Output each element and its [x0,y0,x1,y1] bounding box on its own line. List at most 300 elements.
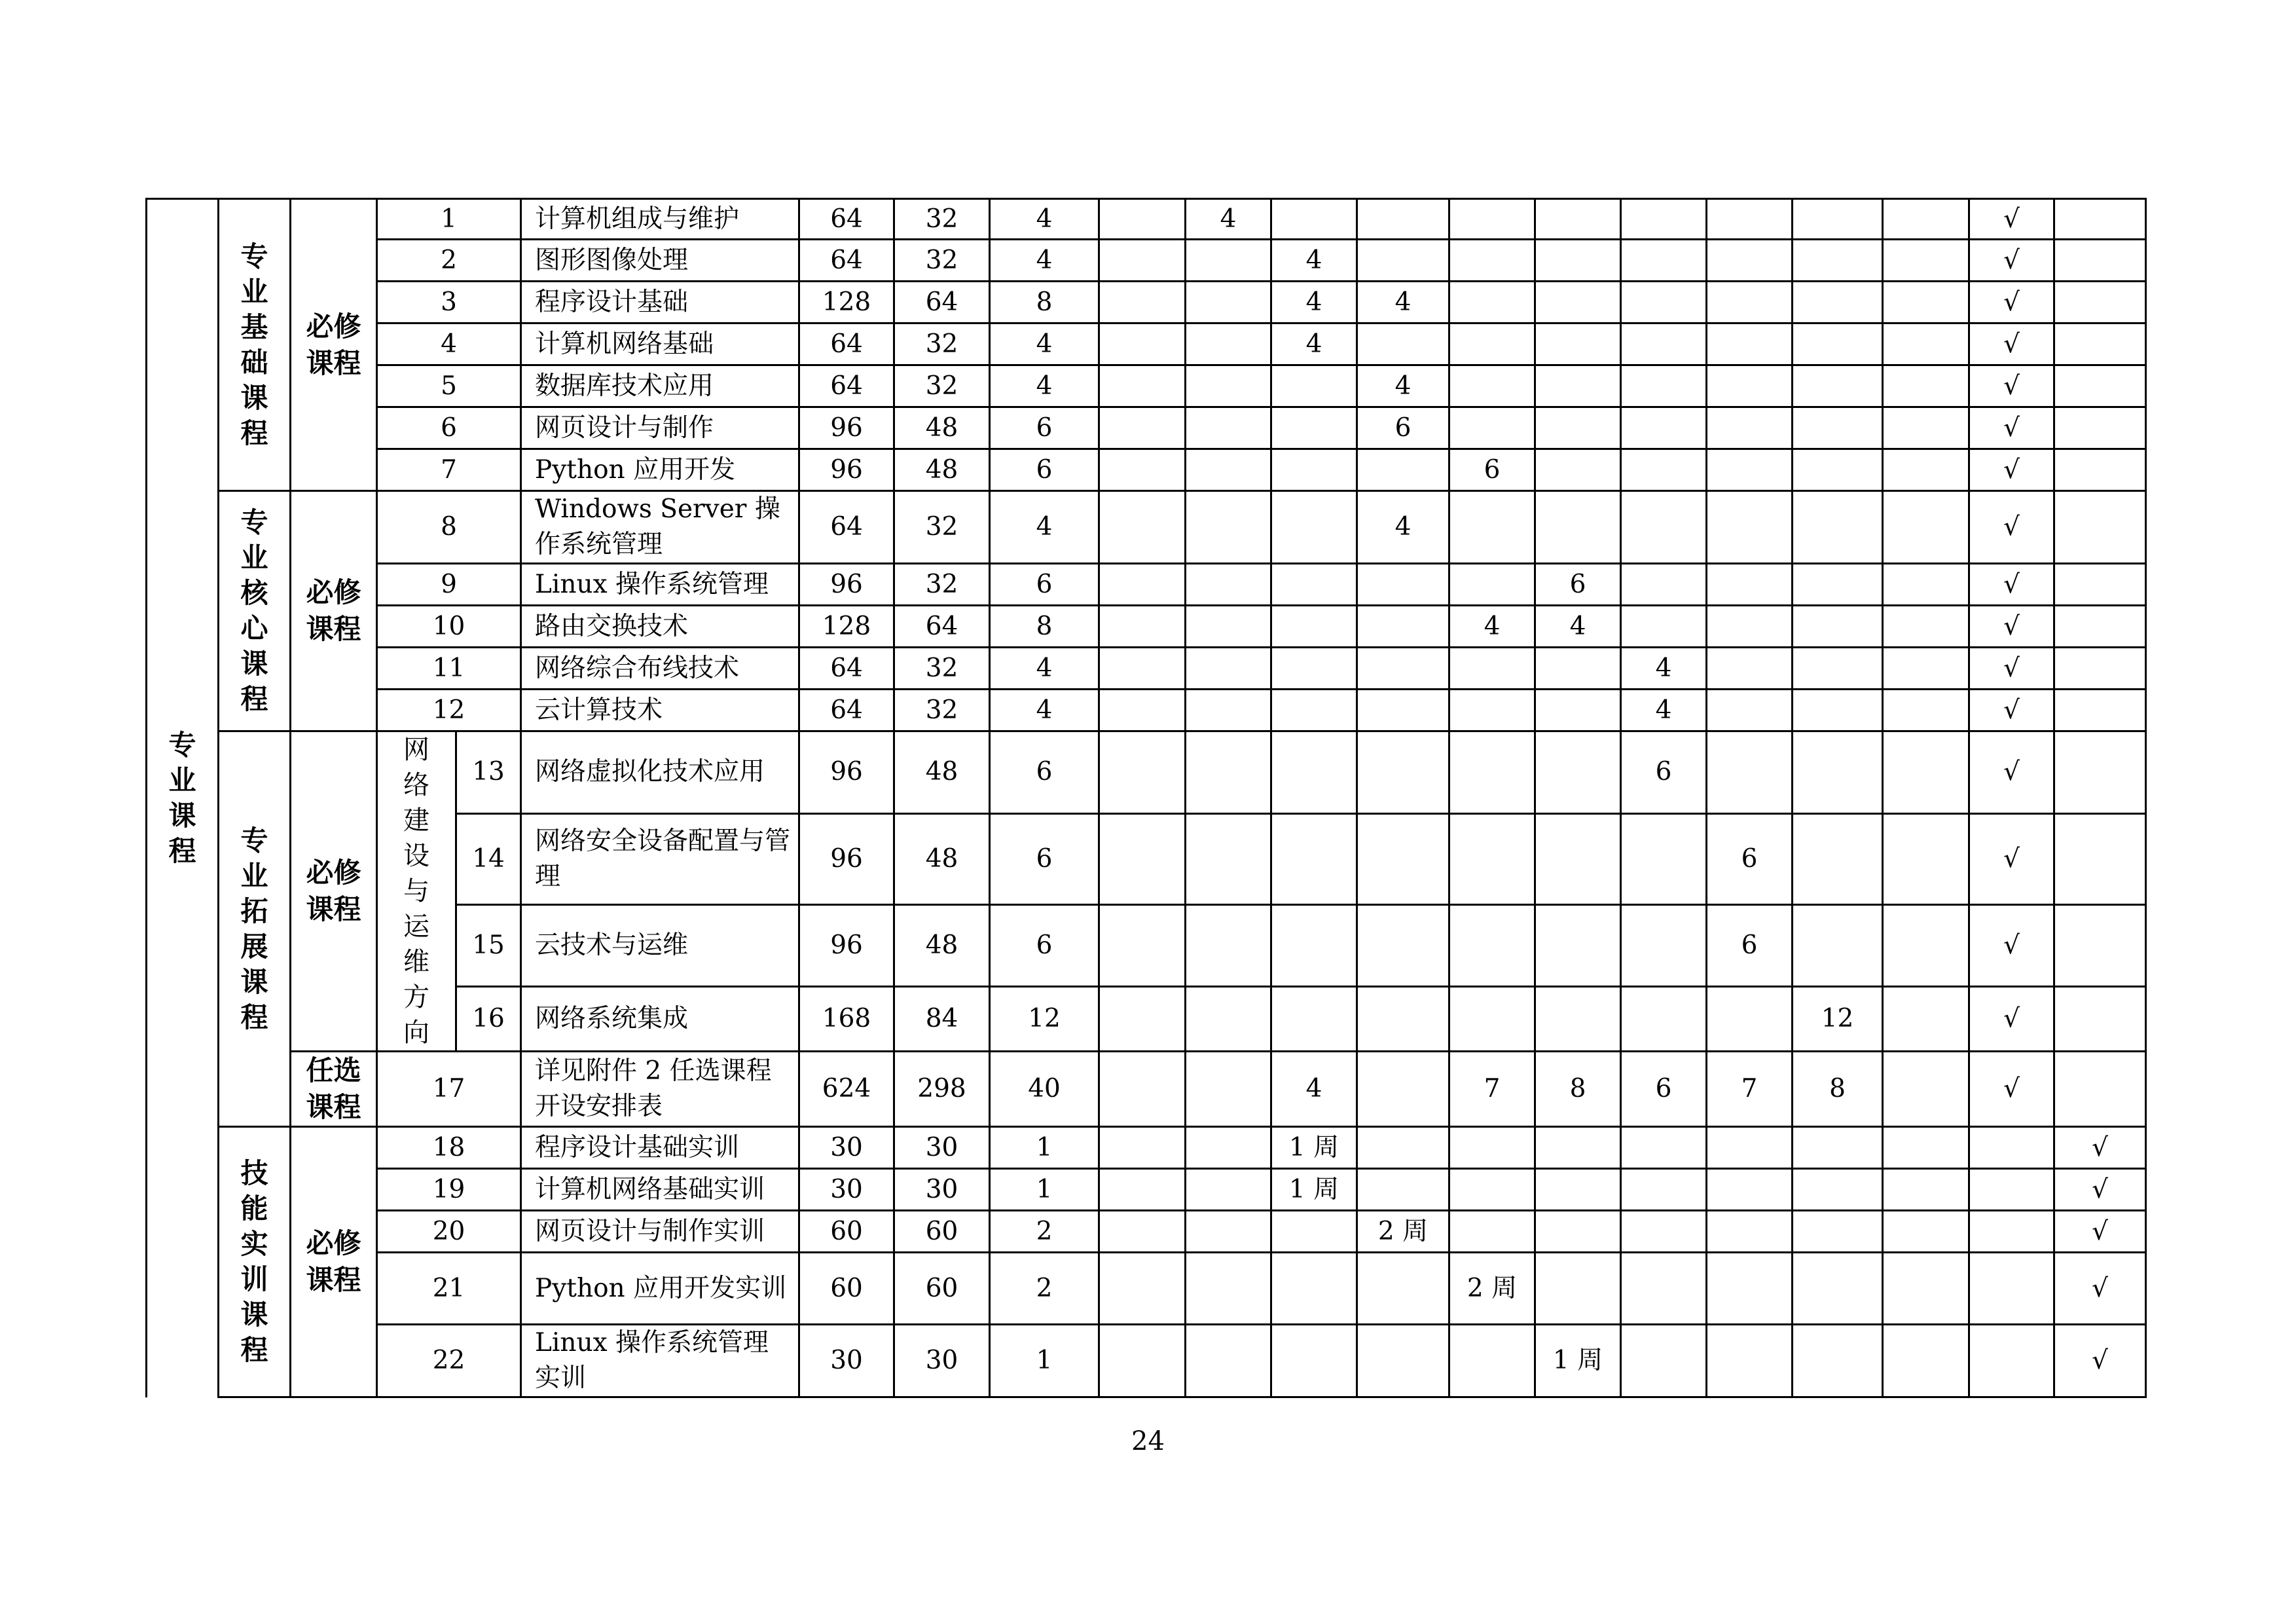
course-schedule-table [145,198,2147,1398]
semester-6-cell [1535,1253,1621,1325]
semester-6-cell [1535,199,1621,240]
practice-hours: 48 [894,449,990,491]
semester-7-cell [1621,240,1707,282]
category-extension-courses [219,731,291,1127]
course-name: 网络安全设备配置与管理 [521,813,799,904]
semester-5-cell [1449,1211,1535,1253]
semester-6-cell [1535,904,1621,987]
semester-10-cell [1883,282,1969,323]
total-hours: 96 [799,407,894,449]
course-number: 22 [377,1325,521,1397]
assessment-exam-mark: √ [1969,813,2054,904]
credits: 4 [990,690,1099,731]
total-hours: 30 [799,1325,894,1397]
course-name: Windows Server 操作系统管理 [521,491,799,564]
table-row [147,323,2146,365]
semester-5-cell [1449,282,1535,323]
course-number: 19 [377,1169,521,1211]
semester-3-cell: 4 [1271,240,1357,282]
practice-hours: 84 [894,987,990,1052]
semester-10-cell [1883,1211,1969,1253]
semester-4-cell [1357,199,1449,240]
semester-8-cell [1707,731,1793,814]
category-skills-training [219,1127,291,1397]
semester-5-cell [1449,1169,1535,1211]
semester-9-cell [1793,690,1883,731]
assessment-check-mark [2054,282,2146,323]
credits: 6 [990,813,1099,904]
semester-6-cell [1535,449,1621,491]
table-row [147,282,2146,323]
semester-7-cell [1621,407,1707,449]
semester-6-cell: 1 周 [1535,1325,1621,1397]
semester-1-cell [1099,1211,1186,1253]
semester-9-cell [1793,491,1883,564]
semester-4-cell [1357,606,1449,648]
course-number: 4 [377,323,521,365]
total-hours: 96 [799,904,894,987]
semester-8-cell [1707,491,1793,564]
assessment-check-mark: √ [2054,1211,2146,1253]
practice-hours: 60 [894,1253,990,1325]
semester-2-cell [1186,240,1271,282]
semester-5-cell [1449,365,1535,407]
semester-4-cell [1357,1325,1449,1397]
semester-9-cell [1793,282,1883,323]
semester-3-cell [1271,1325,1357,1397]
semester-1-cell [1099,282,1186,323]
required-label-training [291,1127,377,1397]
assessment-exam-mark: √ [1969,731,2054,814]
semester-8-cell: 6 [1707,813,1793,904]
semester-9-cell [1793,813,1883,904]
total-hours: 64 [799,365,894,407]
semester-5-cell [1449,199,1535,240]
semester-2-cell [1186,282,1271,323]
total-hours: 128 [799,606,894,648]
assessment-exam-mark: √ [1969,491,2054,564]
semester-3-cell [1271,491,1357,564]
course-number: 17 [377,1052,521,1127]
semester-1-cell [1099,491,1186,564]
direction-network-construction [377,731,456,1052]
assessment-exam-mark: √ [1969,1052,2054,1127]
semester-7-cell [1621,1211,1707,1253]
practice-hours: 32 [894,365,990,407]
semester-7-cell [1621,564,1707,606]
semester-3-cell [1271,199,1357,240]
assessment-exam-mark: √ [1969,365,2054,407]
total-hours: 96 [799,449,894,491]
semester-10-cell [1883,731,1969,814]
semester-8-cell [1707,323,1793,365]
assessment-check-mark: √ [2054,1253,2146,1325]
semester-6-cell [1535,282,1621,323]
credits: 1 [990,1127,1099,1169]
practice-hours: 32 [894,240,990,282]
category-core-courses [219,491,291,731]
semester-10-cell [1883,240,1969,282]
total-hours: 64 [799,491,894,564]
semester-1-cell [1099,323,1186,365]
table-row [147,491,2146,564]
assessment-check-mark [2054,491,2146,564]
semester-5-cell: 2 周 [1449,1253,1535,1325]
semester-5-cell [1449,1127,1535,1169]
semester-1-cell [1099,240,1186,282]
practice-hours: 32 [894,564,990,606]
semester-7-cell [1621,365,1707,407]
credits: 4 [990,491,1099,564]
course-number: 12 [377,690,521,731]
assessment-check-mark [2054,904,2146,987]
category-foundation-courses [219,199,291,491]
course-name: 程序设计基础 [521,282,799,323]
semester-6-cell [1535,987,1621,1052]
practice-hours: 60 [894,1211,990,1253]
required-label-core-text: 必修课程 [306,576,361,645]
assessment-exam-mark [1969,1127,2054,1169]
assessment-check-mark [2054,731,2146,814]
semester-10-cell [1883,1169,1969,1211]
course-name: 路由交换技术 [521,606,799,648]
credits: 6 [990,731,1099,814]
course-name: 数据库技术应用 [521,365,799,407]
semester-4-cell [1357,1169,1449,1211]
semester-5-cell [1449,564,1535,606]
semester-2-cell [1186,1253,1271,1325]
course-name: Python 应用开发 [521,449,799,491]
assessment-exam-mark: √ [1969,199,2054,240]
semester-9-cell [1793,449,1883,491]
total-hours: 64 [799,648,894,690]
semester-5-cell [1449,648,1535,690]
table-row [147,606,2146,648]
semester-4-cell: 4 [1357,491,1449,564]
total-hours: 60 [799,1211,894,1253]
table-row [147,731,2146,814]
semester-10-cell [1883,606,1969,648]
semester-10-cell [1883,564,1969,606]
course-number: 11 [377,648,521,690]
course-number: 20 [377,1211,521,1253]
semester-10-cell [1883,365,1969,407]
semester-8-cell [1707,690,1793,731]
credits: 1 [990,1325,1099,1397]
semester-10-cell [1883,323,1969,365]
semester-9-cell [1793,1211,1883,1253]
semester-7-cell [1621,1325,1707,1397]
semester-8-cell [1707,606,1793,648]
assessment-check-mark: √ [2054,1169,2146,1211]
semester-7-cell: 4 [1621,648,1707,690]
semester-2-cell [1186,1211,1271,1253]
course-number: 15 [456,904,521,987]
assessment-exam-mark [1969,1211,2054,1253]
semester-10-cell [1883,648,1969,690]
total-hours: 64 [799,240,894,282]
semester-7-cell [1621,813,1707,904]
semester-10-cell [1883,1127,1969,1169]
semester-1-cell [1099,1169,1186,1211]
semester-3-cell [1271,690,1357,731]
table-row [147,1127,2146,1169]
assessment-exam-mark: √ [1969,564,2054,606]
semester-10-cell [1883,904,1969,987]
practice-hours: 32 [894,323,990,365]
course-name: Linux 操作系统管理 [521,564,799,606]
semester-7-cell [1621,282,1707,323]
semester-6-cell [1535,648,1621,690]
semester-2-cell [1186,606,1271,648]
practice-hours: 30 [894,1127,990,1169]
semester-9-cell [1793,564,1883,606]
semester-6-cell: 6 [1535,564,1621,606]
course-name: 云技术与运维 [521,904,799,987]
semester-8-cell [1707,1325,1793,1397]
semester-8-cell [1707,564,1793,606]
semester-7-cell: 6 [1621,731,1707,814]
course-number: 16 [456,987,521,1052]
semester-8-cell [1707,987,1793,1052]
credits: 1 [990,1169,1099,1211]
semester-3-cell: 1 周 [1271,1169,1357,1211]
category-extension-courses-text: 专业拓展课程 [240,824,268,1033]
practice-hours: 48 [894,731,990,814]
semester-7-cell [1621,904,1707,987]
semester-9-cell [1793,1325,1883,1397]
semester-1-cell [1099,1325,1186,1397]
semester-9-cell [1793,731,1883,814]
practice-hours: 30 [894,1325,990,1397]
semester-1-cell [1099,1052,1186,1127]
semester-5-cell [1449,690,1535,731]
semester-6-cell [1535,240,1621,282]
assessment-check-mark: √ [2054,1127,2146,1169]
course-name: 计算机组成与维护 [521,199,799,240]
category-core-courses-text: 专业核心课程 [240,506,268,715]
table-row [147,1253,2146,1325]
semester-6-cell [1535,1169,1621,1211]
total-hours: 96 [799,731,894,814]
course-number: 6 [377,407,521,449]
semester-4-cell [1357,987,1449,1052]
semester-3-cell [1271,606,1357,648]
category-skills-training-text: 技能实训课程 [240,1157,268,1366]
practice-hours: 32 [894,690,990,731]
semester-9-cell [1793,240,1883,282]
semester-6-cell [1535,813,1621,904]
semester-4-cell [1357,240,1449,282]
credits: 40 [990,1052,1099,1127]
assessment-check-mark [2054,199,2146,240]
semester-7-cell [1621,323,1707,365]
semester-4-cell: 4 [1357,365,1449,407]
semester-3-cell: 4 [1271,323,1357,365]
semester-5-cell [1449,813,1535,904]
semester-3-cell [1271,564,1357,606]
credits: 4 [990,240,1099,282]
practice-hours: 32 [894,199,990,240]
semester-2-cell [1186,987,1271,1052]
credits: 6 [990,904,1099,987]
assessment-check-mark [2054,606,2146,648]
semester-3-cell [1271,1211,1357,1253]
semester-5-cell [1449,987,1535,1052]
semester-6-cell [1535,491,1621,564]
semester-1-cell [1099,365,1186,407]
semester-7-cell [1621,1127,1707,1169]
semester-10-cell [1883,449,1969,491]
semester-10-cell [1883,407,1969,449]
required-label-training-text: 必修课程 [306,1227,361,1296]
practice-hours: 48 [894,904,990,987]
semester-5-cell: 7 [1449,1052,1535,1127]
course-number: 18 [377,1127,521,1169]
semester-6-cell [1535,731,1621,814]
semester-1-cell [1099,813,1186,904]
course-name: 计算机网络基础 [521,323,799,365]
total-hours: 96 [799,813,894,904]
assessment-check-mark [2054,407,2146,449]
semester-4-cell: 2 周 [1357,1211,1449,1253]
semester-3-cell: 4 [1271,282,1357,323]
course-name: 网络系统集成 [521,987,799,1052]
semester-7-cell [1621,606,1707,648]
semester-6-cell [1535,690,1621,731]
semester-1-cell [1099,1127,1186,1169]
semester-7-cell [1621,1253,1707,1325]
semester-8-cell [1707,449,1793,491]
course-name: 网页设计与制作实训 [521,1211,799,1253]
semester-2-cell [1186,1325,1271,1397]
semester-6-cell [1535,407,1621,449]
assessment-exam-mark: √ [1969,407,2054,449]
semester-8-cell [1707,1253,1793,1325]
assessment-exam-mark: √ [1969,904,2054,987]
semester-1-cell [1099,199,1186,240]
course-name: 程序设计基础实训 [521,1127,799,1169]
semester-10-cell [1883,813,1969,904]
credits: 8 [990,282,1099,323]
course-number: 13 [456,731,521,814]
course-number: 3 [377,282,521,323]
course-number: 14 [456,813,521,904]
assessment-check-mark [2054,240,2146,282]
assessment-exam-mark: √ [1969,987,2054,1052]
practice-hours: 32 [894,491,990,564]
semester-8-cell [1707,1211,1793,1253]
semester-6-cell [1535,1127,1621,1169]
semester-3-cell [1271,365,1357,407]
semester-6-cell: 4 [1535,606,1621,648]
semester-5-cell [1449,240,1535,282]
credits: 4 [990,648,1099,690]
semester-4-cell [1357,731,1449,814]
semester-1-cell [1099,648,1186,690]
semester-1-cell [1099,731,1186,814]
table-row [147,1211,2146,1253]
semester-1-cell [1099,987,1186,1052]
semester-8-cell [1707,648,1793,690]
semester-6-cell [1535,323,1621,365]
semester-4-cell: 6 [1357,407,1449,449]
assessment-exam-mark: √ [1969,690,2054,731]
semester-4-cell [1357,323,1449,365]
semester-2-cell: 4 [1186,199,1271,240]
course-name: Linux 操作系统管理实训 [521,1325,799,1397]
credits: 2 [990,1211,1099,1253]
semester-5-cell [1449,1325,1535,1397]
course-name: 详见附件 2 任选课程开设安排表 [521,1052,799,1127]
credits: 6 [990,564,1099,606]
total-hours: 128 [799,282,894,323]
semester-4-cell [1357,564,1449,606]
semester-3-cell [1271,731,1357,814]
required-label-foundation [291,199,377,491]
assessment-exam-mark: √ [1969,240,2054,282]
semester-1-cell [1099,407,1186,449]
semester-5-cell: 6 [1449,449,1535,491]
semester-5-cell [1449,904,1535,987]
semester-2-cell [1186,365,1271,407]
semester-2-cell [1186,1169,1271,1211]
semester-2-cell [1186,564,1271,606]
total-hours: 168 [799,987,894,1052]
semester-3-cell [1271,1253,1357,1325]
semester-7-cell: 6 [1621,1052,1707,1127]
semester-10-cell [1883,987,1969,1052]
semester-3-cell [1271,813,1357,904]
course-name: 网页设计与制作 [521,407,799,449]
semester-1-cell [1099,449,1186,491]
semester-9-cell [1793,904,1883,987]
semester-8-cell [1707,1169,1793,1211]
semester-9-cell [1793,323,1883,365]
credits: 6 [990,449,1099,491]
semester-3-cell [1271,648,1357,690]
semester-2-cell [1186,1052,1271,1127]
semester-6-cell [1535,1211,1621,1253]
semester-9-cell: 12 [1793,987,1883,1052]
semester-8-cell [1707,1127,1793,1169]
table-row [147,365,2146,407]
semester-6-cell: 8 [1535,1052,1621,1127]
assessment-exam-mark: √ [1969,606,2054,648]
assessment-check-mark [2054,690,2146,731]
credits: 6 [990,407,1099,449]
semester-10-cell [1883,1253,1969,1325]
semester-7-cell [1621,199,1707,240]
category-major-courses [147,199,219,1397]
course-name: 计算机网络基础实训 [521,1169,799,1211]
semester-9-cell [1793,1127,1883,1169]
semester-9-cell [1793,606,1883,648]
semester-5-cell [1449,491,1535,564]
course-number: 8 [377,491,521,564]
assessment-exam-mark [1969,1325,2054,1397]
semester-1-cell [1099,690,1186,731]
course-number: 21 [377,1253,521,1325]
semester-3-cell [1271,449,1357,491]
total-hours: 60 [799,1253,894,1325]
semester-5-cell: 4 [1449,606,1535,648]
total-hours: 64 [799,690,894,731]
semester-2-cell [1186,491,1271,564]
assessment-exam-mark: √ [1969,323,2054,365]
course-name: 网络虚拟化技术应用 [521,731,799,814]
assessment-exam-mark: √ [1969,449,2054,491]
